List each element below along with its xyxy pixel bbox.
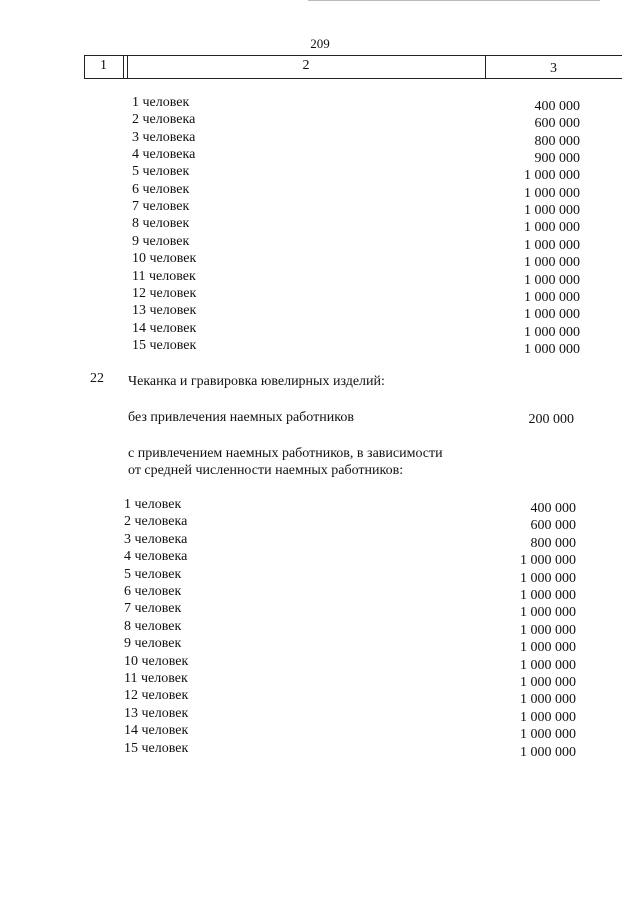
row-value: 1 000 000 [524, 341, 580, 357]
item-title: Чеканка и гравировка ювелирных изделий: [128, 374, 385, 389]
row-value: 600 000 [530, 518, 576, 534]
table-row [0, 496, 640, 516]
table-row [0, 531, 640, 551]
table-row [0, 111, 640, 132]
row-label: 12 человек [124, 688, 189, 704]
row-value: 1 000 000 [524, 220, 580, 236]
row-value: 1 000 000 [520, 692, 576, 708]
table-row [0, 670, 640, 690]
table-row [0, 337, 640, 357]
row-label: 15 человек [132, 337, 197, 353]
table-row [0, 198, 640, 219]
table-row [0, 94, 640, 114]
header-top-border [84, 55, 622, 56]
row-label: 4 человека [132, 147, 196, 163]
row-value: 1 000 000 [524, 185, 580, 201]
with-employees-line-1: с привлечением наемных работников, в зависимости [128, 446, 443, 461]
row-label: 7 человек [124, 601, 182, 617]
row-value: 1 000 000 [524, 307, 580, 323]
header-bottom-border [84, 78, 622, 79]
header-col-3: 3 [550, 61, 557, 76]
row-label: 8 человек [132, 216, 190, 232]
header-divider-1 [123, 55, 124, 79]
row-value: 900 000 [534, 151, 580, 167]
row-label: 3 человека [124, 531, 188, 547]
item-number: 22 [90, 371, 104, 386]
row-label: 11 человек [124, 671, 188, 686]
table-row [0, 566, 640, 586]
row-value: 1 000 000 [524, 272, 580, 288]
row-value: 1 000 000 [524, 168, 580, 184]
table-row [0, 285, 640, 305]
no-employees-label: без привлечения наемных работников [128, 410, 354, 425]
row-label: 10 человек [132, 251, 197, 267]
table-row [0, 215, 640, 236]
table-row [0, 302, 640, 323]
table-row [0, 687, 640, 708]
row-label: 1 человек [132, 95, 190, 110]
table-row [0, 268, 640, 288]
row-value: 1 000 000 [520, 709, 576, 725]
row-value: 1 000 000 [520, 588, 576, 603]
row-label: 2 человека [132, 112, 196, 128]
row-label: 7 человек [132, 199, 190, 215]
row-value: 1 000 000 [524, 289, 580, 305]
row-label: 6 человек [124, 584, 182, 599]
table-row [0, 250, 640, 271]
row-label: 4 человека [124, 549, 188, 565]
header-col-2: 2 [302, 58, 310, 73]
row-label: 6 человек [132, 181, 190, 197]
table-row [0, 740, 640, 760]
row-label: 13 человек [124, 705, 189, 721]
row-label: 5 человек [132, 164, 190, 180]
table-row [0, 600, 640, 621]
row-value: 1 000 000 [520, 570, 576, 586]
row-value: 1 000 000 [520, 744, 576, 760]
row-label: 9 человек [124, 636, 182, 652]
row-label: 14 человек [124, 723, 189, 739]
header-col-1: 1 [100, 58, 107, 73]
table-row [0, 181, 640, 201]
table-row [0, 653, 640, 673]
table-row [0, 320, 640, 340]
row-label: 14 человек [132, 320, 197, 336]
row-value: 1 000 000 [524, 255, 580, 271]
no-employees-value: 200 000 [528, 412, 574, 427]
row-value: 1 000 000 [520, 675, 576, 690]
page-number: 209 [310, 36, 330, 51]
table-row [0, 513, 640, 534]
row-value: 600 000 [534, 116, 580, 132]
table-row [0, 129, 640, 149]
row-value: 400 000 [530, 501, 576, 516]
row-label: 15 человек [124, 740, 189, 756]
row-label: 8 человек [124, 618, 182, 634]
row-value: 800 000 [534, 133, 580, 149]
with-employees-line-2: от средней численности наемных работников: [128, 463, 404, 478]
row-label: 2 человека [124, 514, 188, 530]
row-value: 400 000 [534, 99, 580, 114]
row-label: 9 человек [132, 233, 190, 249]
table-row [0, 583, 640, 603]
row-label: 13 человек [132, 303, 197, 319]
row-value: 1 000 000 [520, 622, 576, 638]
table-row [0, 618, 640, 638]
row-value: 1 000 000 [520, 657, 576, 673]
row-label: 5 человек [124, 566, 182, 582]
row-value: 800 000 [530, 535, 576, 551]
table-row [0, 635, 640, 656]
scan-edge-line [308, 0, 600, 1]
row-label: 3 человека [132, 129, 196, 145]
row-label: 12 человек [132, 285, 197, 301]
table-row [0, 233, 640, 253]
table-header [84, 55, 622, 79]
row-label: 1 человек [124, 497, 182, 512]
table-row [0, 722, 640, 743]
row-value: 1 000 000 [524, 203, 580, 219]
row-value: 1 000 000 [524, 324, 580, 340]
row-label: 10 человек [124, 653, 189, 669]
row-value: 1 000 000 [520, 640, 576, 656]
row-label: 11 человек [132, 268, 196, 284]
row-value: 1 000 000 [524, 237, 580, 253]
row-value: 1 000 000 [520, 553, 576, 569]
row-value: 1 000 000 [520, 727, 576, 743]
table-row [0, 548, 640, 569]
table-row [0, 705, 640, 725]
table-row [0, 163, 640, 184]
row-value: 1 000 000 [520, 605, 576, 621]
table-row [0, 146, 640, 167]
